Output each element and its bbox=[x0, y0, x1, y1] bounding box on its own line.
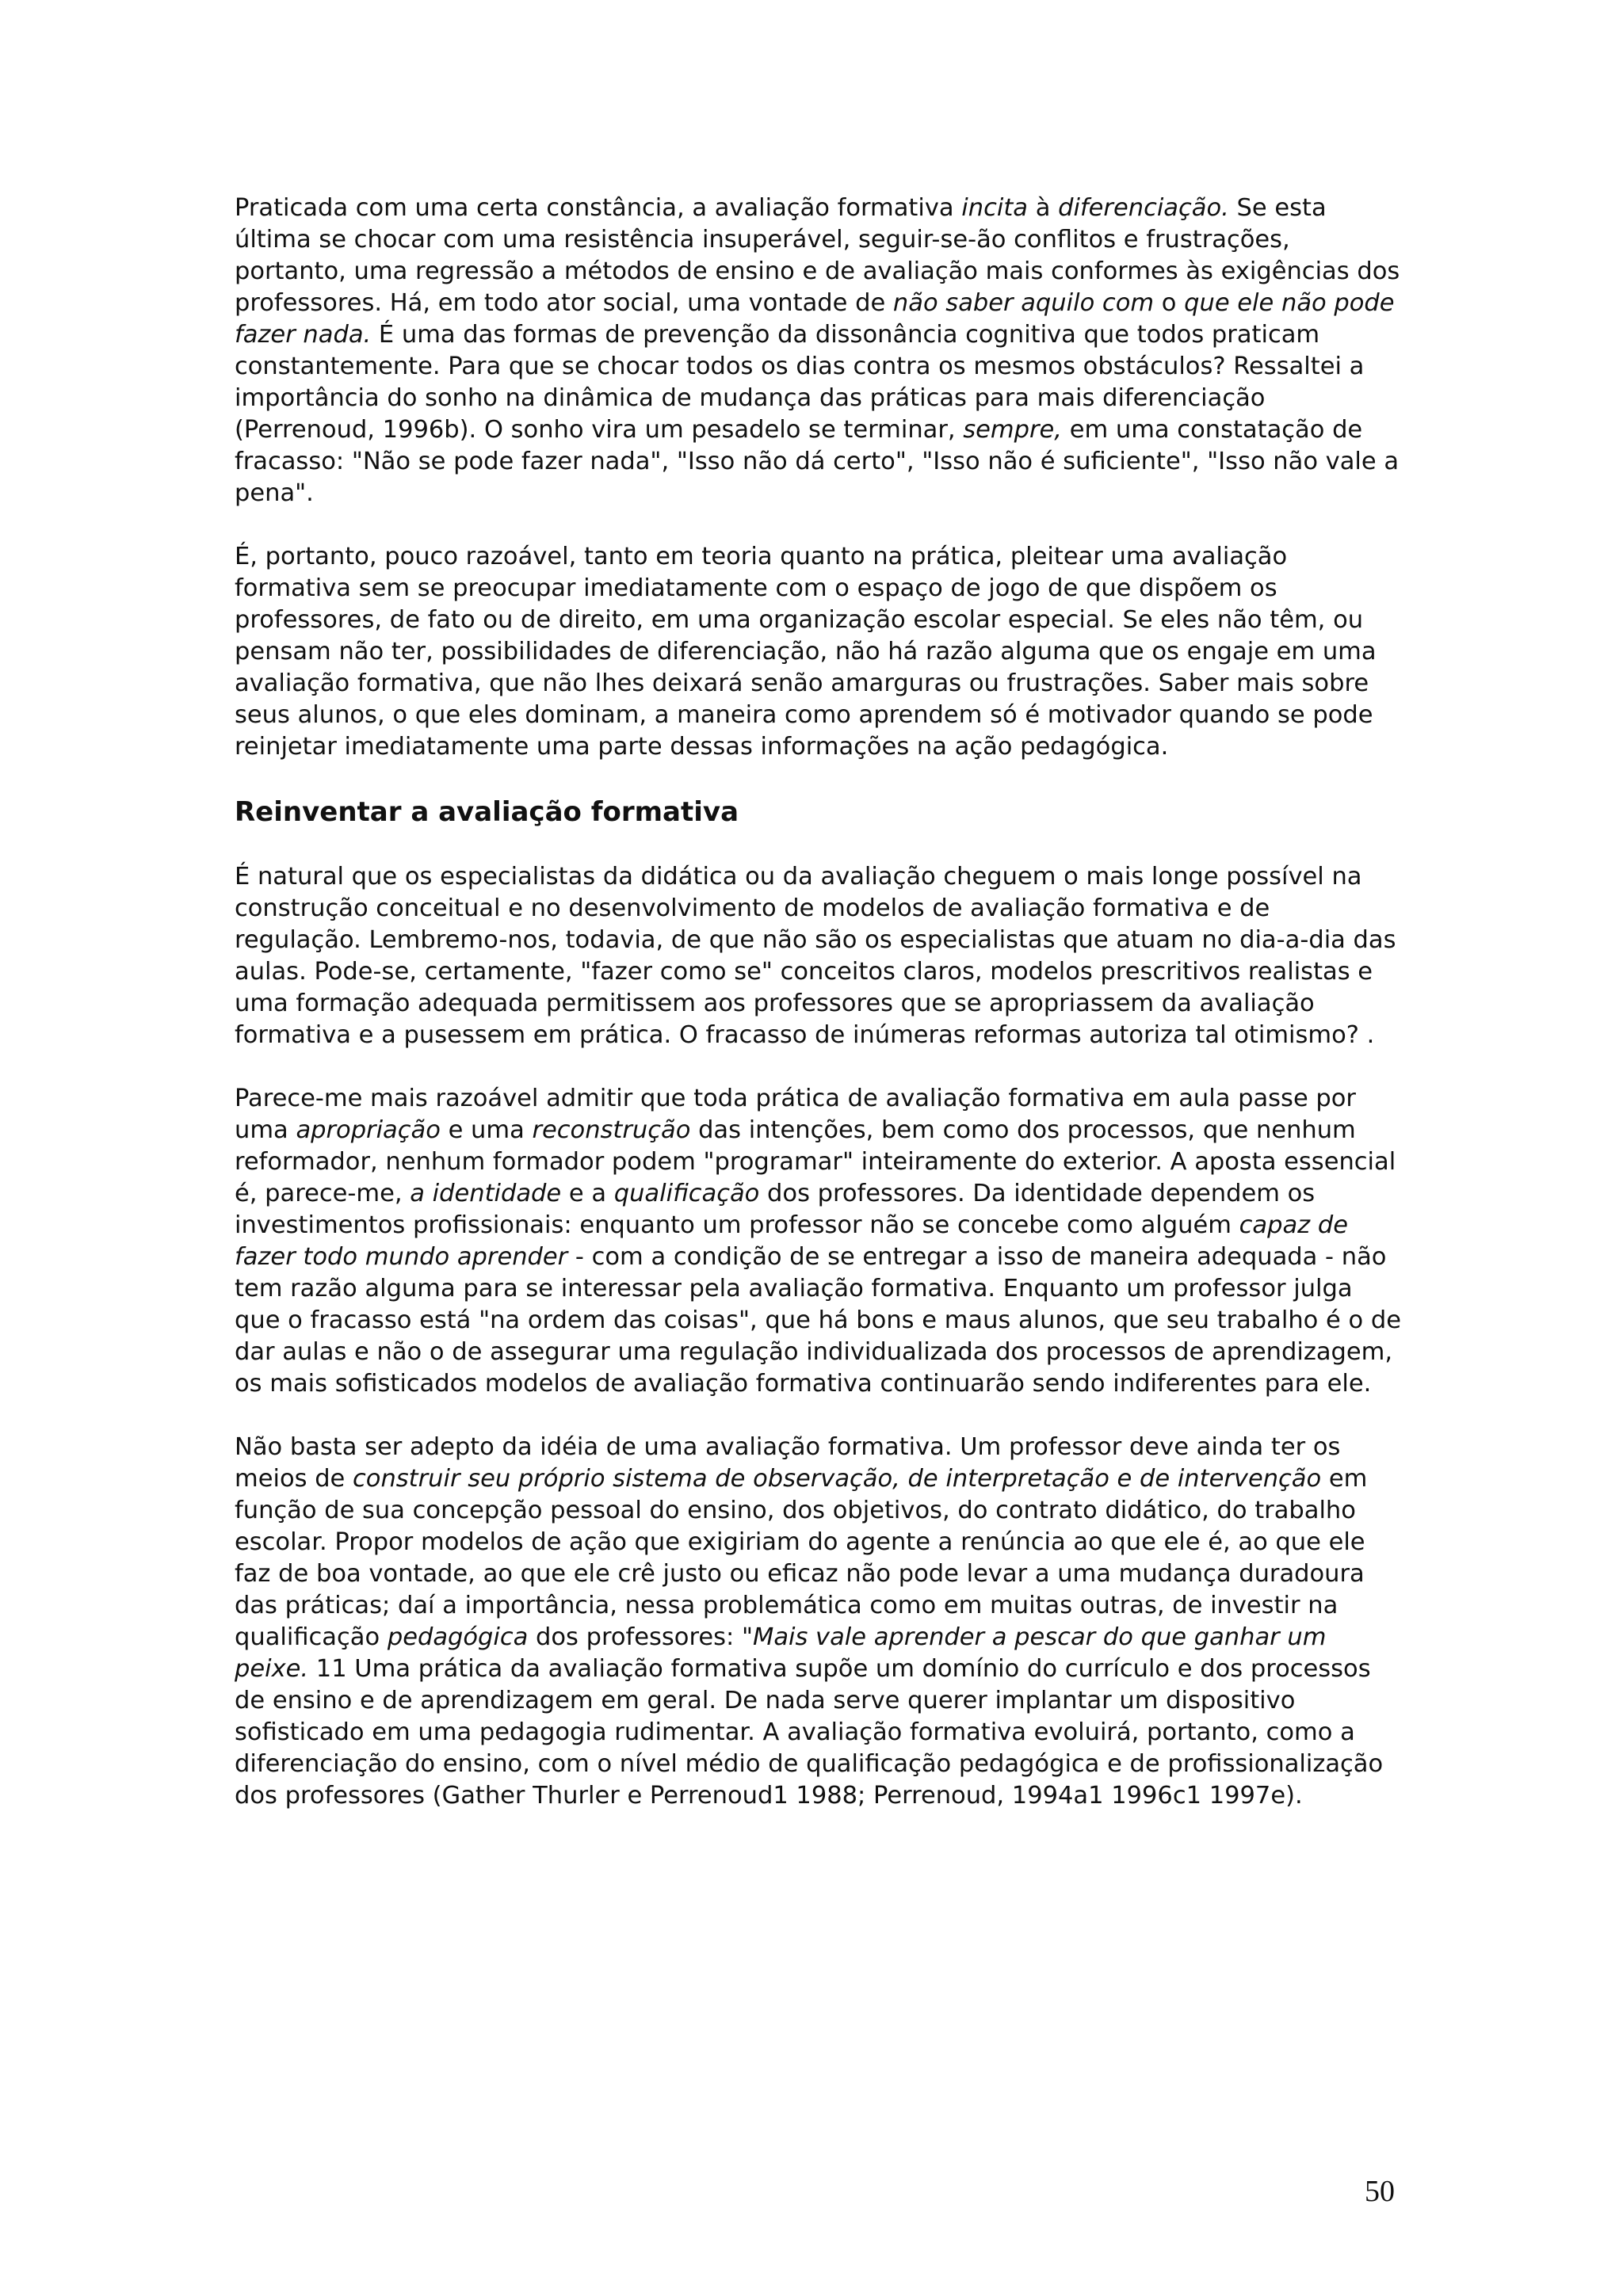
text-segment: à bbox=[1028, 194, 1059, 222]
page-number: 50 bbox=[1365, 2175, 1395, 2208]
italic-text: que ele não pode fazer nada. bbox=[235, 289, 1395, 349]
text-segment: em uma constatação de fracasso: "Não se pode fazer nada", "Isso não dá certo", "Isso não é suficiente", "Isso não vale a pena". bbox=[235, 416, 1400, 507]
text-segment: das intenções, bem como dos processos, que nenhum reformador, nenhum formador podem "programar" inteiramente do exterior. A aposta essencial é, parece-me, bbox=[235, 1116, 1396, 1207]
italic-text: a identidade bbox=[410, 1180, 562, 1207]
section-heading: Reinventar a avaliação formativa bbox=[235, 796, 739, 828]
text-segment: - com a condição de se entregar a isso de maneira adequada - não tem razão alguma para se interessar pela avaliação formativa. Enquanto um professor julga que o fracasso está "na ordem das coisas", que há bons e maus alunos, que seu trabalho é o de dar aulas e não o de assegurar uma regulação individualizada dos processos de aprendizagem, os mais sofisticados modelos de avaliação formativa continuarão sendo indiferentes para ele. bbox=[235, 1243, 1401, 1398]
italic-text: capaz de fazer todo mundo aprender bbox=[235, 1211, 1348, 1271]
italic-text: construir seu próprio sistema de observação, de interpretação e de intervenção bbox=[353, 1465, 1322, 1493]
text-segment: dos professores: bbox=[528, 1623, 742, 1651]
italic-text: não saber aquilo com bbox=[892, 289, 1155, 317]
text-segment: e a bbox=[561, 1180, 614, 1207]
text-segment: o bbox=[1154, 289, 1185, 317]
text-segment: 11 Uma prática da avaliação formativa supõe um domínio do currículo e dos processos de ensino e de aprendizagem em geral. De nada serve querer implantar um dispositivo sofisticado em uma pedagogia rudimentar. A avaliação formativa evoluirá, portanto, como a diferenciação do ensino, com o nível médio de qualificação pedagógica e de profissionalização dos professores (Gather Thurler e Perrenoud1 1988; Perrenoud, 1994a1 1996c1 1997e). bbox=[235, 1655, 1384, 1810]
italic-text: sempre, bbox=[963, 416, 1063, 444]
text-segment: É uma das formas de prevenção da dissonância cognitiva que todos praticam constantemente. Para que se chocar todos os dias contra os mesmos obstáculos? Ressaltei a importância do sonho na dinâmica de mudança das práticas para mais diferenciação (Perrenoud, 1996b). O sonho vira um pesadelo se terminar, bbox=[235, 321, 1365, 444]
italic-text: pedagógica bbox=[387, 1623, 529, 1651]
italic-text: apropriação bbox=[296, 1116, 441, 1144]
text-segment: e uma bbox=[440, 1116, 533, 1144]
paragraph-1 bbox=[235, 193, 1401, 509]
text-segment: Praticada com uma certa constância, a avaliação formativa bbox=[235, 194, 962, 222]
text-segment: em função de sua concepção pessoal do ensino, dos objetivos, do contrato didático, do trabalho escolar. Propor modelos de ação que exigiriam do agente a renúncia ao que ele é, ao que ele faz de boa vontade, ao que ele crê justo ou eficaz não pode levar a uma mudança duradoura das práticas; daí a importância, nessa problemática como em muitas outras, de investir na qualificação bbox=[235, 1465, 1368, 1651]
italic-text: incita bbox=[961, 194, 1028, 222]
paragraph-5 bbox=[235, 1432, 1401, 1812]
text-segment: dos professores. Da identidade dependem os investimentos profissionais: enquanto um professor não se concebe como alguém bbox=[235, 1180, 1316, 1239]
italic-text: diferenciação. bbox=[1058, 194, 1229, 222]
text-segment: É, portanto, pouco razoável, tanto em teoria quanto na prática, pleitear uma avaliação formativa sem se preocupar imediatamente com o espaço de jogo de que dispõem os professores, de fato ou de direito, em uma organização escolar especial. Se eles não têm, ou pensam não ter, possibilidades de diferenciação, não há razão alguma que os engaje em uma avaliação formativa, que não lhes deixará senão amarguras ou frustrações. Saber mais sobre seus alunos, o que eles dominam, a maneira como aprendem só é motivador quando se pode reinjetar imediatamente uma parte dessas informações na ação pedagógica. bbox=[235, 543, 1377, 761]
text-segment: É natural que os especialistas da didática ou da avaliação cheguem o mais longe possível na construção conceitual e no desenvolvimento de modelos de avaliação formativa e de regulação. Lembremo-nos, todavia, de que não são os especialistas que atuam no dia-a-dia das aulas. Pode-se, certamente, "fazer como se" conceitos claros, modelos prescritivos realistas e uma formação adequada permitissem aos professores que se apropriassem da avaliação formativa e a pusessem em prática. O fracasso de inúmeras reformas autoriza tal otimismo? . bbox=[235, 863, 1396, 1049]
paragraph-2 bbox=[235, 541, 1401, 763]
italic-text: reconstrução bbox=[532, 1116, 691, 1144]
text-segment: Parece-me mais razoável admitir que toda prática de avaliação formativa em aula passe por uma bbox=[235, 1085, 1356, 1144]
italic-text: qualificação bbox=[613, 1180, 760, 1207]
text-segment: Não basta ser adepto da idéia de uma avaliação formativa. Um professor deve ainda ter os meios de bbox=[235, 1433, 1341, 1493]
paragraph-4 bbox=[235, 1083, 1401, 1400]
paragraph-3 bbox=[235, 861, 1401, 1051]
italic-text: "Mais vale aprender a pescar do que ganhar um peixe. bbox=[235, 1623, 1327, 1683]
document-body bbox=[235, 193, 1401, 1844]
text-segment: Se esta última se chocar com uma resistência insuperável, seguir-se-ão conflitos e frustrações, portanto, uma regressão a métodos de ensino e de avaliação mais conformes às exigências dos professores. Há, em todo ator social, uma vontade de bbox=[235, 194, 1400, 317]
